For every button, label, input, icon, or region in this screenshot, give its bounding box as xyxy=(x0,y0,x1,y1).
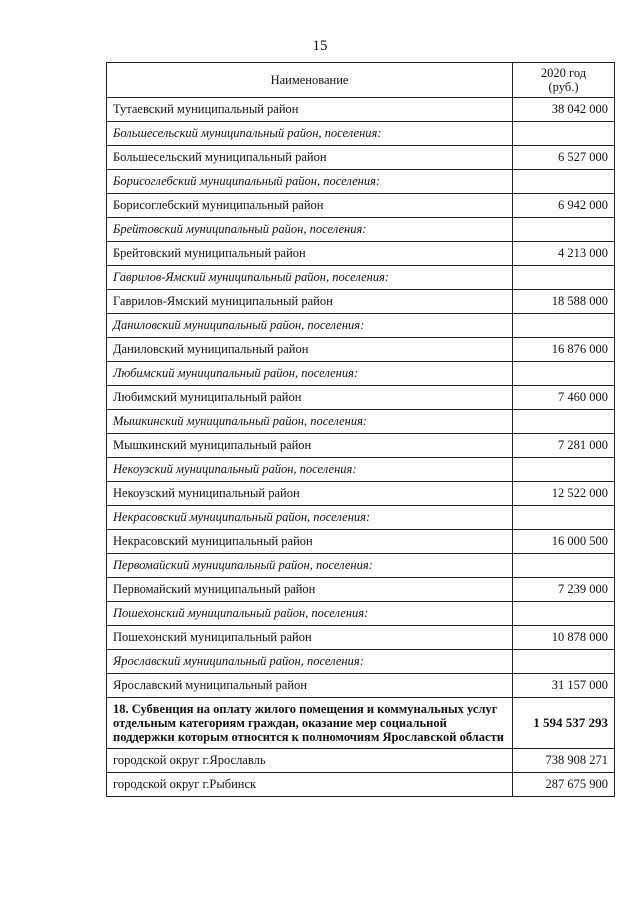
table-header-row xyxy=(107,63,615,98)
row-value: 6 942 000 xyxy=(513,194,615,218)
row-value: 738 908 271 xyxy=(513,749,615,773)
row-name: Пошехонский муниципальный район xyxy=(107,626,513,650)
section-header-row xyxy=(107,410,615,434)
column-header-year-label: 2020 год xyxy=(540,66,587,80)
table-row xyxy=(107,98,615,122)
page-number: 15 xyxy=(312,38,328,54)
section-header-row xyxy=(107,458,615,482)
row-value: 38 042 000 xyxy=(513,98,615,122)
row-name: Ярославский муниципальный район, поселения: xyxy=(107,650,513,674)
row-name: Большесельский муниципальный район xyxy=(107,146,513,170)
table-row xyxy=(107,482,615,506)
row-value: 7 460 000 xyxy=(513,386,615,410)
row-value: 4 213 000 xyxy=(513,242,615,266)
row-name: Мышкинский муниципальный район xyxy=(107,434,513,458)
row-value: 6 527 000 xyxy=(513,146,615,170)
row-name: Некоузский муниципальный район xyxy=(107,482,513,506)
section-header-row xyxy=(107,266,615,290)
table-row xyxy=(107,749,615,773)
row-name: Ярославский муниципальный район xyxy=(107,674,513,698)
row-value xyxy=(513,170,615,194)
table-row xyxy=(107,242,615,266)
row-name: Тутаевский муниципальный район xyxy=(107,98,513,122)
row-name: Борисоглебский муниципальный район xyxy=(107,194,513,218)
row-name: городской округ г.Ярославль xyxy=(107,749,513,773)
row-name: Любимский муниципальный район, поселения: xyxy=(107,362,513,386)
row-name: 18. Субвенция на оплату жилого помещения и коммунальных услуг отдельным категориям граждан, оказание мер социальной поддержки которым относится к полномочиям Ярославской области xyxy=(107,698,513,749)
row-value: 7 281 000 xyxy=(513,434,615,458)
row-value xyxy=(513,506,615,530)
row-value xyxy=(513,362,615,386)
row-value: 10 878 000 xyxy=(513,626,615,650)
table-row xyxy=(107,773,615,797)
row-value xyxy=(513,458,615,482)
row-name: Первомайский муниципальный район xyxy=(107,578,513,602)
row-name: Гаврилов-Ямский муниципальный район, поселения: xyxy=(107,266,513,290)
table-row xyxy=(107,578,615,602)
row-name: Мышкинский муниципальный район, поселения: xyxy=(107,410,513,434)
section-header-row xyxy=(107,170,615,194)
section-header-row xyxy=(107,554,615,578)
row-name: Даниловский муниципальный район, поселения: xyxy=(107,314,513,338)
row-value: 31 157 000 xyxy=(513,674,615,698)
subsidy-total-row xyxy=(107,698,615,749)
row-name: Большесельский муниципальный район, поселения: xyxy=(107,122,513,146)
row-value xyxy=(513,314,615,338)
row-value: 16 000 500 xyxy=(513,530,615,554)
table-row xyxy=(107,530,615,554)
row-name: Пошехонский муниципальный район, поселения: xyxy=(107,602,513,626)
row-name: Некрасовский муниципальный район, поселения: xyxy=(107,506,513,530)
row-value xyxy=(513,602,615,626)
row-name: Даниловский муниципальный район xyxy=(107,338,513,362)
table-row xyxy=(107,290,615,314)
row-value xyxy=(513,122,615,146)
row-name: Борисоглебский муниципальный район, поселения: xyxy=(107,170,513,194)
section-header-row xyxy=(107,506,615,530)
table-row xyxy=(107,146,615,170)
table-row xyxy=(107,338,615,362)
section-header-row xyxy=(107,362,615,386)
row-name: Гаврилов-Ямский муниципальный район xyxy=(107,290,513,314)
column-header-year xyxy=(513,63,615,98)
row-name: Брейтовский муниципальный район xyxy=(107,242,513,266)
table-row xyxy=(107,194,615,218)
row-value: 16 876 000 xyxy=(513,338,615,362)
row-value: 18 588 000 xyxy=(513,290,615,314)
row-value xyxy=(513,218,615,242)
row-name: Первомайский муниципальный район, поселения: xyxy=(107,554,513,578)
row-name: Некрасовский муниципальный район xyxy=(107,530,513,554)
section-header-row xyxy=(107,650,615,674)
column-header-unit: (руб.) xyxy=(548,80,579,94)
table-row xyxy=(107,626,615,650)
section-header-row xyxy=(107,122,615,146)
section-header-row xyxy=(107,602,615,626)
row-name: Любимский муниципальный район xyxy=(107,386,513,410)
table-row xyxy=(107,386,615,410)
row-value xyxy=(513,410,615,434)
row-value xyxy=(513,554,615,578)
column-header-name: Наименование xyxy=(107,63,513,98)
row-value: 1 594 537 293 xyxy=(513,698,615,749)
row-value: 12 522 000 xyxy=(513,482,615,506)
row-name: городской округ г.Рыбинск xyxy=(107,773,513,797)
row-name: Некоузский муниципальный район, поселения: xyxy=(107,458,513,482)
section-header-row xyxy=(107,218,615,242)
row-value: 7 239 000 xyxy=(513,578,615,602)
row-value xyxy=(513,266,615,290)
section-header-row xyxy=(107,314,615,338)
row-value xyxy=(513,650,615,674)
table-row xyxy=(107,674,615,698)
budget-table xyxy=(106,62,615,797)
table-body xyxy=(107,98,615,797)
row-value: 287 675 900 xyxy=(513,773,615,797)
row-name: Брейтовский муниципальный район, поселения: xyxy=(107,218,513,242)
table-row xyxy=(107,434,615,458)
